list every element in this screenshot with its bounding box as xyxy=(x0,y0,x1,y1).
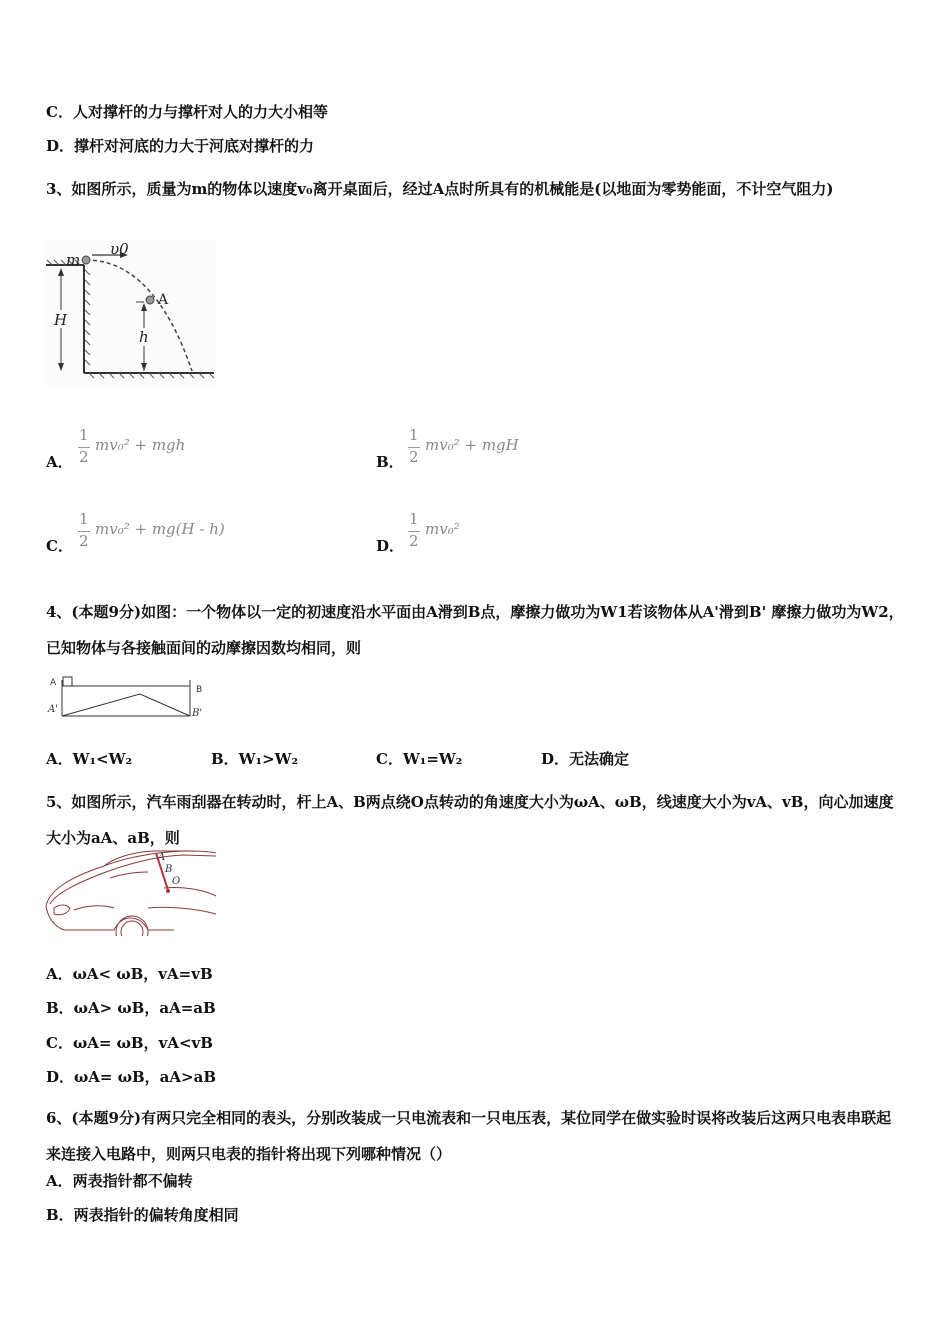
label-m: m xyxy=(66,251,81,269)
label-H: H xyxy=(54,311,68,329)
q4-figure xyxy=(44,670,214,722)
q4-option-b: B．W₁>W₂ xyxy=(211,750,299,768)
label-h: h xyxy=(139,328,149,346)
q4-option-c: C．W₁=W₂ xyxy=(376,750,463,768)
label-v0: υ0 xyxy=(110,240,129,258)
q5-option-d: D．ωA= ωB，aA>aB xyxy=(46,1068,217,1086)
q3-option-d-label: D． xyxy=(376,537,405,555)
q5-option-c: C．ωA= ωB，vA<vB xyxy=(46,1034,213,1052)
q6-stem: 6、(本题9分)有两只完全相同的表头，分别改装成一只电流表和一只电压表，某位同学在做实验时误将改装后这两只电表串联起来连接入电路中，则两只电表的指针将出现下列哪种情况（） xyxy=(46,1109,892,1163)
q5-option-b: B．ωA> ωB，aA=aB xyxy=(46,999,216,1017)
q3-figure xyxy=(44,240,216,385)
q2-option-d: D．撑杆对河底的力大于河底对撑杆的力 xyxy=(46,137,315,155)
label-a: A xyxy=(158,292,169,308)
q4-stem: 4、(本题9分)如图：一个物体以一定的初速度沿水平面由A滑到B点，摩擦力做功为W1若该物体从A'滑到B' 摩擦力做功为W2，已知物体与各接触面间的动摩擦因数均相同，则 xyxy=(46,603,904,657)
q4-option-a: A．W₁<W₂ xyxy=(46,750,133,768)
label-a: A xyxy=(158,852,166,863)
label-o: O xyxy=(172,876,181,887)
q6-option-a: A．两表指针都不偏转 xyxy=(46,1172,193,1190)
label-a: A xyxy=(50,678,57,688)
q3-option-b-label: B． xyxy=(376,453,404,471)
label-b-prime: B' xyxy=(192,708,203,719)
q4-option-d: D．无法确定 xyxy=(541,750,630,768)
q3-option-a-label: A． xyxy=(46,453,73,471)
q2-option-c: C．人对撑杆的力与撑杆对人的力大小相等 xyxy=(46,103,328,121)
q3-stem: 3、如图所示，质量为m的物体以速度v₀离开桌面后，经过A点时所具有的机械能是(以地面为零势能面，不计空气阻力) xyxy=(46,180,834,198)
q5-figure xyxy=(44,848,218,936)
label-b: B xyxy=(165,864,173,875)
q3-option-c-label: C． xyxy=(46,537,73,555)
label-a-prime: A' xyxy=(48,704,58,715)
q5-stem: 5、如图所示，汽车雨刮器在转动时，杆上A、B两点绕O点转动的角速度大小为ωA、ωB，线速度大小为vA、vB，向心加速度大小为aA、aB，则 xyxy=(46,793,894,847)
q6-option-b: B．两表指针的偏转角度相同 xyxy=(46,1206,239,1224)
q5-option-a: A．ωA< ωB，vA=vB xyxy=(46,965,213,983)
label-b: B xyxy=(196,685,203,695)
